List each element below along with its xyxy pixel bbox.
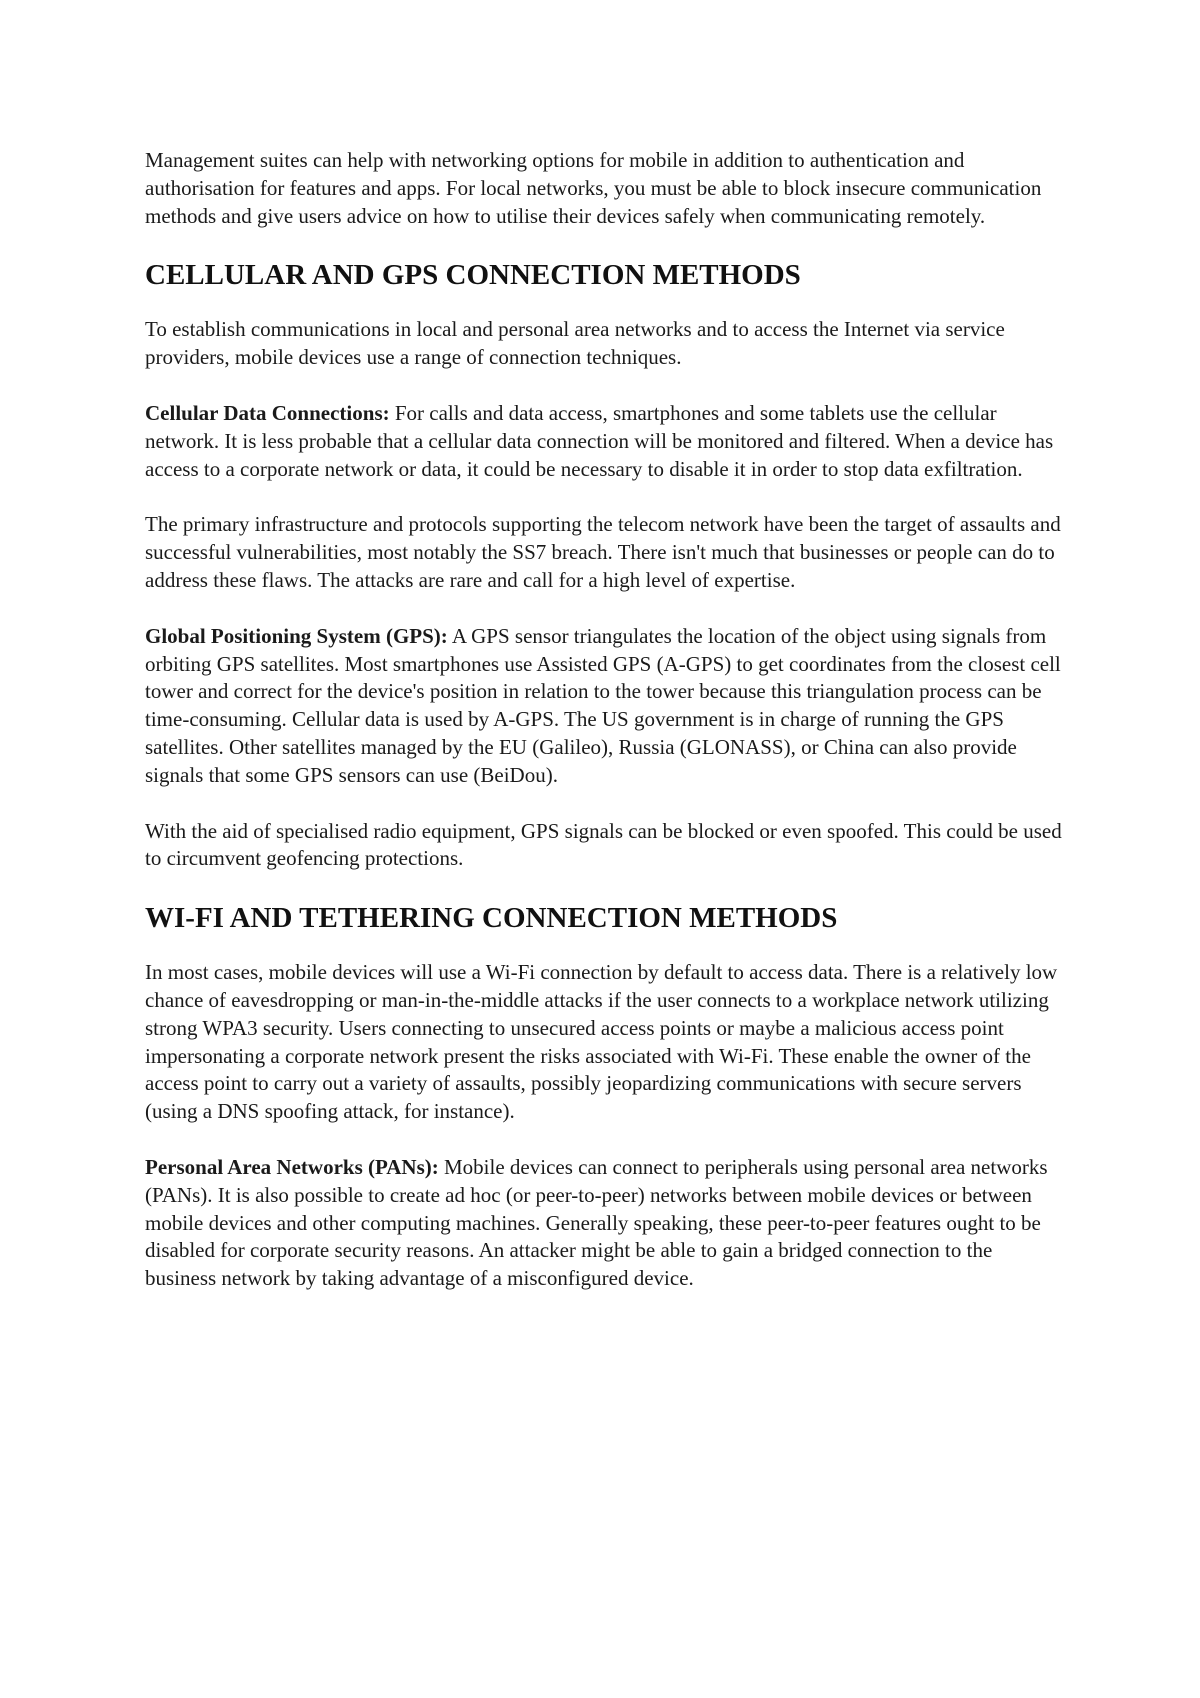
gps-text: A GPS sensor triangulates the location of the object using signals from orbiting GPS satellites. Most smartphones use Assisted GPS (A-GPS) to get coordinates from the closest cell tower and correct for the device's position in relation to the tower because this triangulation process can be time-consuming. Cellular data is used by A-GPS. The US government is in charge of running the GPS satellites. Other satellites managed by the EU (Galileo), Russia (GLONASS), or China can also provide signals that some GPS sensors can use (BeiDou).	[145, 623, 1061, 787]
gps-term: Global Positioning System (GPS):	[145, 623, 448, 648]
cellular-gps-intro-paragraph: To establish communications in local and personal area networks and to access the Internet via service providers, mobile devices use a range of connection techniques.	[145, 317, 1005, 370]
cellular-data-text: For calls and data access, smartphones and some tablets use the cellular network. It is less probable that a cellular data connection will be monitored and filtered. When a device has access to a corporate network or data, it could be necessary to disable it in order to stop data exfiltration.	[145, 400, 1054, 481]
pan-term: Personal Area Networks (PANs):	[145, 1154, 439, 1179]
document-body	[145, 147, 1065, 1321]
intro-paragraph: Management suites can help with networking options for mobile in addition to authentication and authorisation for features and apps. For local networks, you must be able to block insecure communication methods and give users advice on how to utilise their devices safely when communicating remotely.	[145, 148, 1042, 228]
cellular-data-term: Cellular Data Connections:	[145, 400, 390, 425]
cellular-data-paragraph	[145, 400, 1065, 483]
pan-text: Mobile devices can connect to peripherals using personal area networks (PANs). It is also possible to create ad hoc (or peer-to-peer) networks between mobile devices or between mobile devices and other computing machines. Generally speaking, these peer-to-peer features ought to be disabled for corporate security reasons. An attacker might be able to gain a bridged connection to the business network by taking advantage of a misconfigured device.	[145, 1154, 1048, 1291]
telecom-vulnerabilities-paragraph: The primary infrastructure and protocols supporting the telecom network have been the target of assaults and successful vulnerabilities, most notably the SS7 breach. There isn't much that businesses or people can do to address these flaws. The attacks are rare and call for a high level of expertise.	[145, 512, 1061, 592]
section-heading-cellular-gps: CELLULAR AND GPS CONNECTION METHODS	[145, 259, 801, 292]
gps-paragraph	[145, 623, 1065, 790]
pan-paragraph	[145, 1154, 1065, 1293]
gps-spoofing-paragraph: With the aid of specialised radio equipment, GPS signals can be blocked or even spoofed. This could be used to circumvent geofencing protections.	[145, 818, 1062, 871]
section-heading-wifi-tethering: WI-FI AND TETHERING CONNECTION METHODS	[145, 902, 838, 935]
wifi-paragraph: In most cases, mobile devices will use a Wi-Fi connection by default to access data. There is a relatively low chance of eavesdropping or man-in-the-middle attacks if the user connects to a workplace network utilizing strong WPA3 security. Users connecting to unsecured access points or maybe a malicious access point impersonating a corporate network present the risks associated with Wi-Fi. These enable the owner of the access point to carry out a variety of assaults, possibly jeopardizing communications with secure servers (using a DNS spoofing attack, for instance).	[145, 960, 1058, 1124]
